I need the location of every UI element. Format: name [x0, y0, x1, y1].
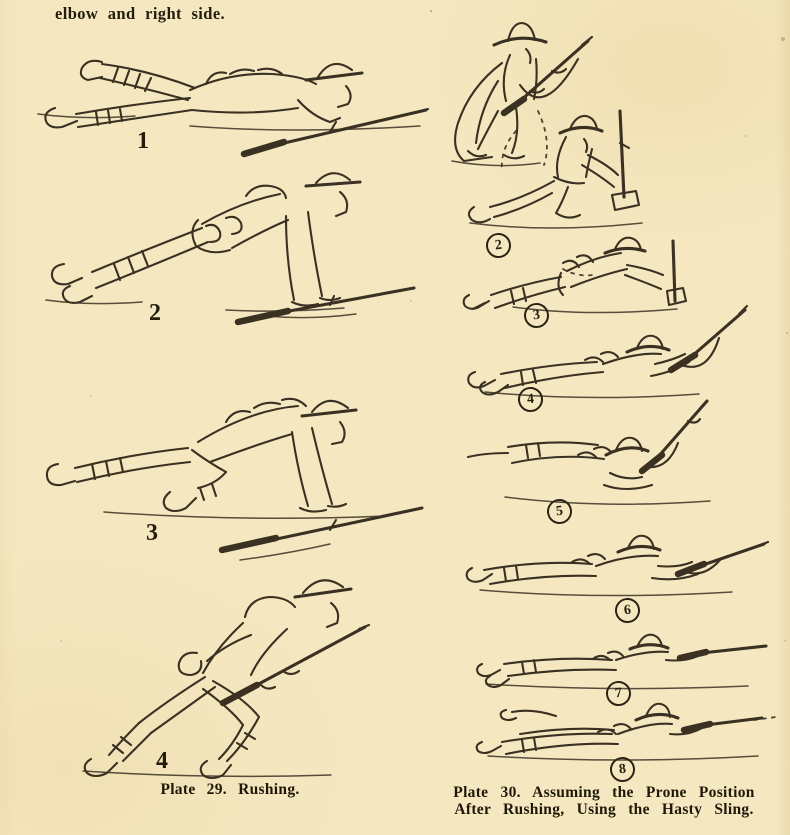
- plate-30-caption-line1: Plate 30. Assuming the Prone Position: [453, 784, 755, 801]
- plate-30-caption: [420, 785, 788, 818]
- figure-number: 4: [156, 748, 168, 774]
- figure-number-text: 3: [532, 307, 541, 323]
- figure-number: 2: [149, 300, 161, 326]
- plate30-figure-5: [460, 395, 760, 513]
- plate30-figure-2: [450, 115, 740, 240]
- figure-number-text: 6: [623, 602, 632, 618]
- soldier-firing-prone-illustration: [470, 698, 780, 766]
- figure-number-text: 7: [614, 685, 623, 701]
- plate-30-caption-line2: After Rushing, Using the Hasty Sling.: [454, 800, 754, 818]
- figure-number-text: 5: [555, 503, 564, 519]
- plate30-figure-8: [470, 698, 780, 766]
- soldier-adjusting-sling-illustration: [460, 395, 760, 513]
- figure-number: 1: [137, 128, 149, 154]
- plate-29-caption: Plate 29. Rushing.: [160, 781, 300, 798]
- page-header-text: elbow and right side.: [55, 4, 226, 23]
- figure-number-text: 4: [526, 391, 535, 407]
- soldier-kneeling-down-illustration: [450, 115, 740, 240]
- figure-number-text: 8: [618, 761, 627, 777]
- figure-number-text: 2: [494, 237, 503, 253]
- figure-number: 3: [146, 520, 158, 546]
